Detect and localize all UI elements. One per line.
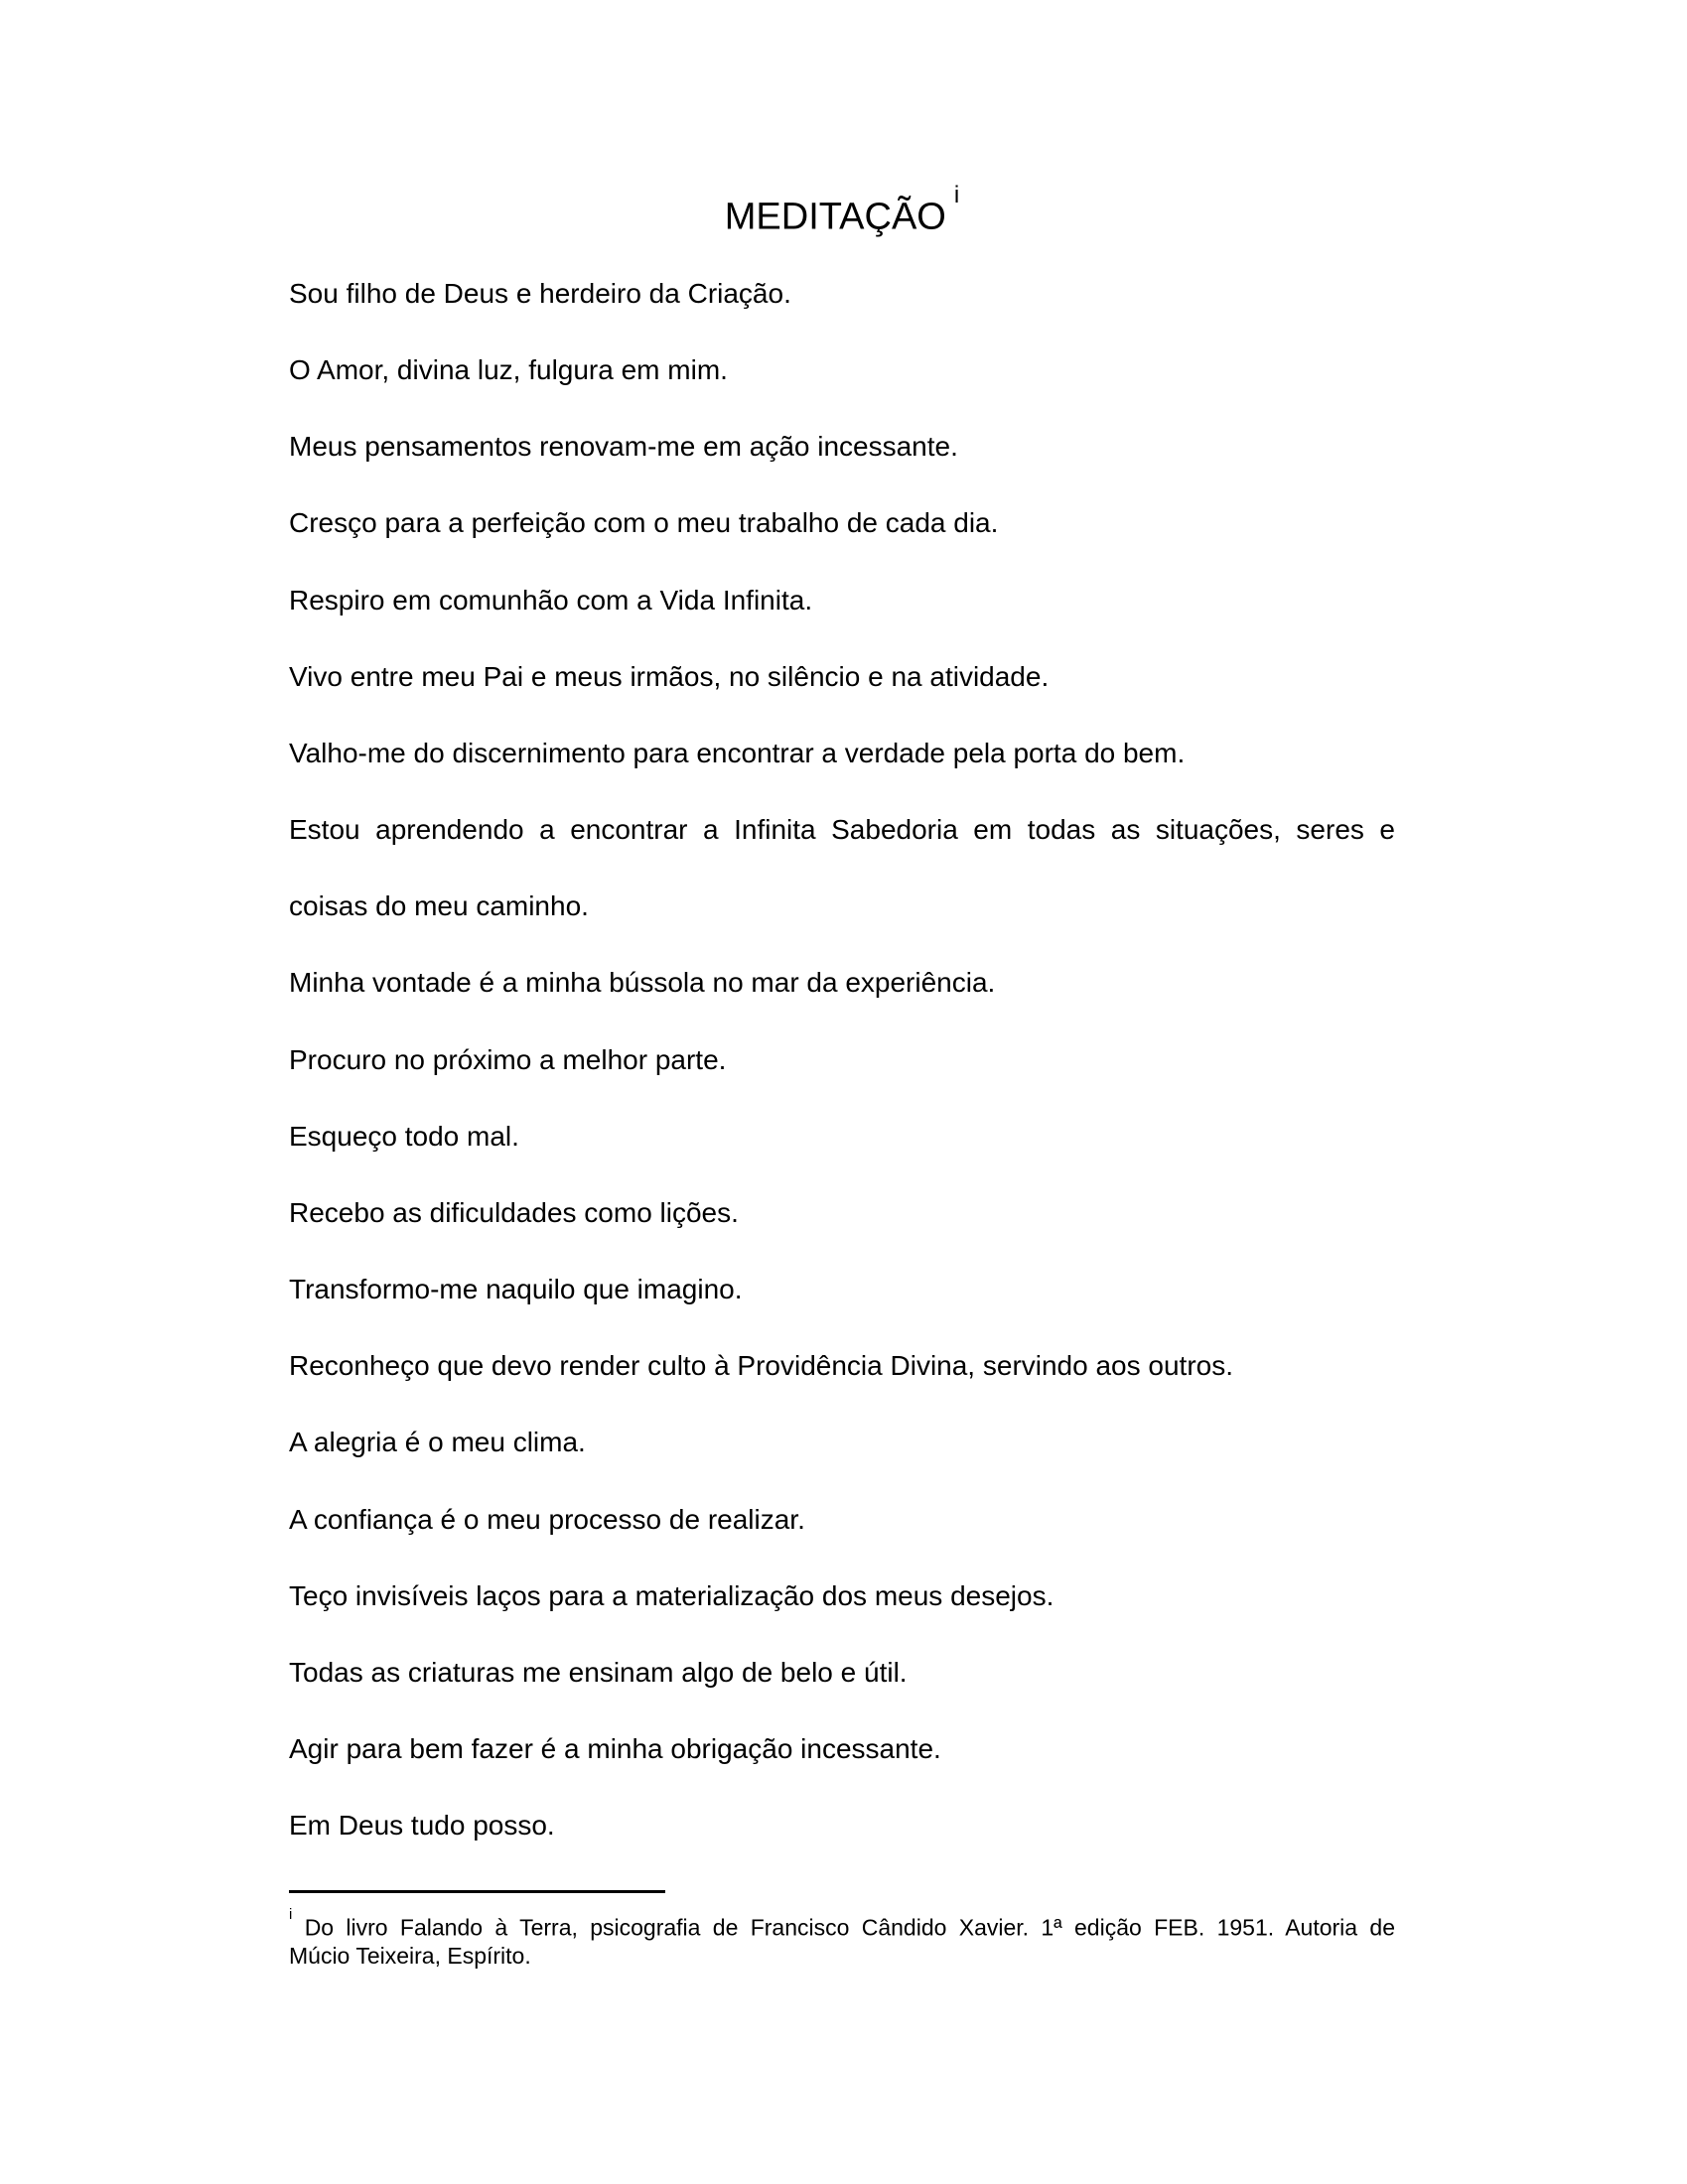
paragraph: Em Deus tudo posso. bbox=[289, 1810, 555, 1842]
paragraph-line: coisas do meu caminho. bbox=[289, 890, 589, 922]
paragraph: Recebo as dificuldades como lições. bbox=[289, 1196, 739, 1228]
paragraph: Cresço para a perfeição com o meu trabalho de cada dia. bbox=[289, 507, 999, 539]
paragraph: Valho-me do discernimento para encontrar a verdade pela porta do bem. bbox=[289, 737, 1186, 768]
paragraph: O Amor, divina luz, fulgura em mim. bbox=[289, 354, 728, 386]
paragraph-line: Estou aprendendo a encontrar a Infinita Sabedoria em todas as situações, seres e bbox=[289, 814, 1395, 846]
paragraph: Teço invisíveis laços para a materialização dos meus desejos. bbox=[289, 1579, 1054, 1611]
document-body bbox=[289, 255, 1395, 1863]
title-footnote-ref: i bbox=[953, 182, 960, 208]
paragraph: Sou filho de Deus e herdeiro da Criação. bbox=[289, 278, 791, 309]
paragraph: Agir para bem fazer é a minha obrigação incessante. bbox=[289, 1732, 941, 1764]
paragraph: Respiro em comunhão com a Vida Infinita. bbox=[289, 584, 813, 615]
paragraph: Procuro no próximo a melhor parte. bbox=[289, 1043, 727, 1075]
footnote-marker: i bbox=[289, 1906, 293, 1923]
title-text: MEDITAÇÃO bbox=[724, 196, 946, 238]
paragraph: A confiança é o meu processo de realizar. bbox=[289, 1503, 805, 1535]
paragraph: Esqueço todo mal. bbox=[289, 1120, 519, 1152]
paragraph: Transformo-me naquilo que imagino. bbox=[289, 1274, 743, 1305]
footnote-line bbox=[289, 1906, 1395, 1942]
paragraph: Meus pensamentos renovam-me em ação incessante. bbox=[289, 431, 958, 463]
paragraph bbox=[289, 791, 1395, 944]
paragraph: Reconheço que devo render culto à Providência Divina, servindo aos outros. bbox=[289, 1350, 1234, 1382]
footnote-line: Múcio Teixeira, Espírito. bbox=[289, 1943, 531, 1970]
paragraph: Minha vontade é a minha bússola no mar da experiência. bbox=[289, 967, 996, 999]
paragraph: Vivo entre meu Pai e meus irmãos, no silêncio e na atividade. bbox=[289, 660, 1050, 692]
footnote bbox=[289, 1906, 1395, 1971]
paragraph: Todas as criaturas me ensinam algo de belo e útil. bbox=[289, 1656, 908, 1688]
footnote-separator bbox=[289, 1890, 665, 1893]
page-title bbox=[289, 182, 1395, 238]
footnote-text: Do livro Falando à Terra, psicografia de Francisco Cândido Xavier. 1ª edição FEB. 1951. Autoria de bbox=[304, 1914, 1395, 1941]
paragraph: A alegria é o meu clima. bbox=[289, 1427, 586, 1458]
